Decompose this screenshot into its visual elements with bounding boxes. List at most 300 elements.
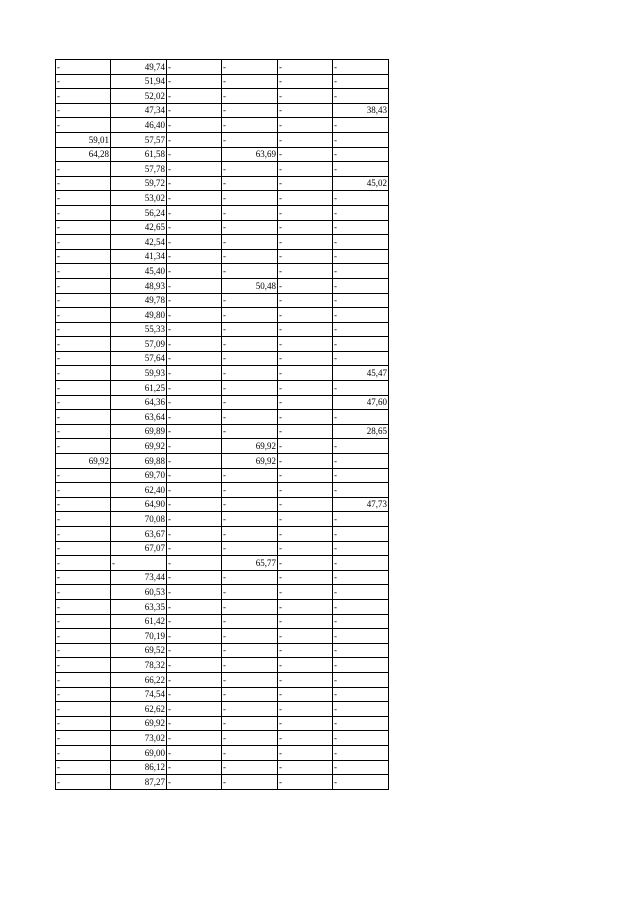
table-cell: -	[278, 454, 333, 469]
table-cell: -	[56, 293, 111, 308]
table-cell: -	[333, 381, 389, 396]
table-row	[56, 614, 389, 629]
table-cell: 45,40	[111, 264, 167, 279]
table-cell: -	[278, 410, 333, 425]
table-row	[56, 424, 389, 439]
table-cell: -	[222, 176, 278, 191]
table-cell: -	[278, 497, 333, 512]
table-cell: 67,07	[111, 541, 167, 556]
table-cell: -	[333, 716, 389, 731]
table-row	[56, 585, 389, 600]
table-cell: 38,43	[333, 103, 389, 118]
table-cell: -	[222, 658, 278, 673]
table-cell: 69,92	[111, 716, 167, 731]
table-cell: -	[222, 395, 278, 410]
table-cell: -	[278, 278, 333, 293]
table-cell: -	[278, 512, 333, 527]
table-cell: -	[56, 614, 111, 629]
table-row	[56, 147, 389, 162]
table-cell: -	[222, 118, 278, 133]
table-cell: 66,22	[111, 672, 167, 687]
table-row	[56, 454, 389, 469]
table-cell: 49,78	[111, 293, 167, 308]
table-cell: -	[222, 760, 278, 775]
table-cell: -	[278, 118, 333, 133]
table-cell: -	[56, 366, 111, 381]
table-cell: -	[222, 220, 278, 235]
table-cell: -	[167, 176, 222, 191]
table-cell: -	[333, 337, 389, 352]
table-row	[56, 278, 389, 293]
table-cell: 63,67	[111, 527, 167, 542]
table-row	[56, 775, 389, 790]
table-cell: -	[56, 570, 111, 585]
table-cell: -	[278, 235, 333, 250]
table-cell: 64,28	[56, 147, 111, 162]
table-cell: -	[167, 337, 222, 352]
table-cell: 61,25	[111, 381, 167, 396]
table-row	[56, 483, 389, 498]
table-row	[56, 512, 389, 527]
table-cell: 47,60	[333, 395, 389, 410]
table-cell: -	[278, 643, 333, 658]
table-cell: -	[167, 454, 222, 469]
table-cell: -	[222, 672, 278, 687]
table-cell: 48,93	[111, 278, 167, 293]
table-cell: 53,02	[111, 191, 167, 206]
table-cell: -	[333, 483, 389, 498]
table-cell: -	[278, 322, 333, 337]
table-cell: -	[333, 132, 389, 147]
table-row	[56, 235, 389, 250]
table-cell: 73,02	[111, 731, 167, 746]
table-cell: -	[278, 103, 333, 118]
table-cell: 64,36	[111, 395, 167, 410]
table-cell: 69,52	[111, 643, 167, 658]
table-cell: -	[167, 264, 222, 279]
table-cell: -	[56, 483, 111, 498]
table-cell: -	[333, 527, 389, 542]
table-cell: -	[56, 745, 111, 760]
table-cell: -	[222, 629, 278, 644]
table-cell: -	[167, 205, 222, 220]
table-row	[56, 351, 389, 366]
table-cell: -	[56, 497, 111, 512]
table-cell: -	[222, 366, 278, 381]
table-cell: 73,44	[111, 570, 167, 585]
table-cell: 45,02	[333, 176, 389, 191]
table-row	[56, 308, 389, 323]
table-cell: -	[56, 410, 111, 425]
table-cell: -	[222, 643, 278, 658]
table-cell: -	[278, 468, 333, 483]
table-cell: -	[56, 249, 111, 264]
table-row	[56, 132, 389, 147]
table-cell: -	[56, 351, 111, 366]
table-cell: -	[167, 731, 222, 746]
table-cell: 57,57	[111, 132, 167, 147]
table-cell: -	[222, 687, 278, 702]
table-cell: -	[167, 775, 222, 790]
table-cell: -	[278, 293, 333, 308]
table-cell: 45,47	[333, 366, 389, 381]
table-row	[56, 381, 389, 396]
table-row	[56, 658, 389, 673]
table-cell: -	[278, 249, 333, 264]
table-cell: -	[278, 132, 333, 147]
table-cell: 42,65	[111, 220, 167, 235]
table-cell: -	[167, 103, 222, 118]
table-cell: -	[167, 410, 222, 425]
table-cell: -	[56, 103, 111, 118]
table-cell: -	[167, 497, 222, 512]
table-cell: -	[56, 205, 111, 220]
table-cell: -	[167, 308, 222, 323]
table-cell: -	[56, 308, 111, 323]
table-cell: -	[56, 556, 111, 571]
table-cell: 41,34	[111, 249, 167, 264]
table-row	[56, 60, 389, 75]
table-cell: -	[333, 308, 389, 323]
table-cell: -	[222, 322, 278, 337]
table-cell: 78,32	[111, 658, 167, 673]
table-cell: -	[278, 205, 333, 220]
table-cell: -	[333, 220, 389, 235]
table-row	[56, 439, 389, 454]
table-row	[56, 205, 389, 220]
table-cell: -	[333, 585, 389, 600]
table-cell: -	[56, 322, 111, 337]
table-cell: 59,93	[111, 366, 167, 381]
table-cell: 70,19	[111, 629, 167, 644]
table-cell: -	[278, 687, 333, 702]
table-cell: -	[278, 424, 333, 439]
table-cell: -	[167, 74, 222, 89]
table-cell: -	[333, 60, 389, 75]
table-cell: -	[167, 424, 222, 439]
table-cell: -	[56, 643, 111, 658]
table-cell: -	[222, 716, 278, 731]
table-row	[56, 672, 389, 687]
table-cell: -	[222, 614, 278, 629]
table-cell: 61,42	[111, 614, 167, 629]
table-cell: -	[278, 220, 333, 235]
table-cell: -	[333, 205, 389, 220]
table-cell: 62,40	[111, 483, 167, 498]
table-cell: 59,72	[111, 176, 167, 191]
table-cell: -	[333, 235, 389, 250]
table-cell: -	[278, 366, 333, 381]
table-cell: -	[278, 381, 333, 396]
table-cell: -	[333, 775, 389, 790]
table-cell: -	[333, 118, 389, 133]
table-cell: -	[56, 731, 111, 746]
table-cell: -	[167, 191, 222, 206]
table-cell: -	[222, 351, 278, 366]
table-cell: -	[167, 439, 222, 454]
table-row	[56, 293, 389, 308]
table-cell: -	[56, 716, 111, 731]
table-cell: -	[222, 541, 278, 556]
table-cell: -	[167, 132, 222, 147]
table-cell: -	[167, 118, 222, 133]
table-cell: 70,08	[111, 512, 167, 527]
table-cell: -	[278, 731, 333, 746]
table-cell: -	[333, 745, 389, 760]
table-cell: -	[167, 672, 222, 687]
table-cell: 69,92	[222, 439, 278, 454]
table-cell: -	[278, 599, 333, 614]
table-cell: -	[56, 220, 111, 235]
table-cell: -	[278, 191, 333, 206]
table-cell: -	[167, 278, 222, 293]
table-cell: -	[333, 658, 389, 673]
table-cell: -	[167, 527, 222, 542]
table-cell: -	[278, 760, 333, 775]
table-row	[56, 322, 389, 337]
table-row	[56, 410, 389, 425]
table-cell: -	[167, 585, 222, 600]
table-row	[56, 162, 389, 177]
table-cell: -	[222, 702, 278, 717]
table-cell: -	[222, 570, 278, 585]
table-cell: -	[278, 162, 333, 177]
table-cell: -	[56, 585, 111, 600]
table-cell: -	[222, 60, 278, 75]
table-cell: -	[278, 395, 333, 410]
table-cell: 63,64	[111, 410, 167, 425]
table-cell: -	[56, 658, 111, 673]
table-cell: -	[222, 381, 278, 396]
table-row	[56, 74, 389, 89]
table-cell: -	[278, 308, 333, 323]
table-cell: -	[278, 745, 333, 760]
table-cell: 47,34	[111, 103, 167, 118]
table-cell: -	[222, 132, 278, 147]
table-cell: -	[56, 176, 111, 191]
table-cell: -	[167, 293, 222, 308]
table-cell: -	[222, 205, 278, 220]
table-cell: -	[222, 191, 278, 206]
table-row	[56, 395, 389, 410]
table-row	[56, 760, 389, 775]
table-cell: -	[167, 322, 222, 337]
table-row	[56, 118, 389, 133]
table-cell: -	[167, 512, 222, 527]
table-cell: -	[222, 235, 278, 250]
table-row	[56, 89, 389, 104]
table-cell: 69,70	[111, 468, 167, 483]
table-cell: -	[333, 264, 389, 279]
table-cell: -	[56, 264, 111, 279]
table-cell: -	[56, 629, 111, 644]
table-cell: -	[333, 89, 389, 104]
table-cell: -	[167, 614, 222, 629]
table-cell: -	[222, 293, 278, 308]
table-cell: 61,58	[111, 147, 167, 162]
table-cell: 87,27	[111, 775, 167, 790]
table-cell: -	[167, 483, 222, 498]
table-cell: 60,53	[111, 585, 167, 600]
table-cell: -	[333, 687, 389, 702]
table-cell: -	[167, 658, 222, 673]
table-cell: -	[56, 702, 111, 717]
table-cell: -	[56, 60, 111, 75]
table-cell: -	[278, 629, 333, 644]
table-cell: -	[222, 745, 278, 760]
table-cell: -	[56, 687, 111, 702]
table-cell: 56,24	[111, 205, 167, 220]
table-cell: 52,02	[111, 89, 167, 104]
table-cell: 28,65	[333, 424, 389, 439]
table-row	[56, 556, 389, 571]
table-cell: -	[222, 585, 278, 600]
table-cell: -	[56, 278, 111, 293]
table-cell: -	[278, 483, 333, 498]
table-cell: -	[56, 512, 111, 527]
table-cell: -	[333, 541, 389, 556]
table-row	[56, 191, 389, 206]
table-cell: 69,89	[111, 424, 167, 439]
table-cell: -	[278, 716, 333, 731]
table-row	[56, 527, 389, 542]
table-cell: -	[56, 395, 111, 410]
table-cell: -	[167, 381, 222, 396]
table-cell: -	[222, 89, 278, 104]
table-cell: 64,90	[111, 497, 167, 512]
table-cell: -	[167, 716, 222, 731]
table-cell: -	[167, 643, 222, 658]
table-cell: -	[333, 468, 389, 483]
table-row	[56, 468, 389, 483]
table-row	[56, 643, 389, 658]
table-cell: 69,92	[56, 454, 111, 469]
table-body	[56, 60, 389, 790]
table-cell: -	[278, 60, 333, 75]
table-cell: -	[222, 410, 278, 425]
table-cell: -	[333, 162, 389, 177]
table-row	[56, 702, 389, 717]
table-cell: -	[333, 702, 389, 717]
table-cell: -	[333, 191, 389, 206]
table-cell: -	[167, 147, 222, 162]
table-cell: -	[333, 439, 389, 454]
table-cell: -	[278, 541, 333, 556]
table-row	[56, 599, 389, 614]
table-cell: 49,74	[111, 60, 167, 75]
table-row	[56, 745, 389, 760]
table-cell: -	[56, 74, 111, 89]
table-cell: -	[56, 191, 111, 206]
table-cell: -	[278, 89, 333, 104]
table-cell: 47,73	[333, 497, 389, 512]
table-cell: 69,00	[111, 745, 167, 760]
table-cell: -	[222, 162, 278, 177]
data-table	[55, 59, 389, 790]
table-cell: -	[278, 702, 333, 717]
table-cell: -	[222, 74, 278, 89]
table-cell: -	[333, 512, 389, 527]
table-cell: 63,69	[222, 147, 278, 162]
table-cell: -	[278, 658, 333, 673]
table-cell: -	[222, 424, 278, 439]
table-cell: -	[167, 235, 222, 250]
table-row	[56, 497, 389, 512]
table-cell: -	[278, 264, 333, 279]
table-cell: 65,77	[222, 556, 278, 571]
table-cell: -	[167, 570, 222, 585]
table-cell: -	[167, 89, 222, 104]
table-cell: -	[278, 351, 333, 366]
table-row	[56, 629, 389, 644]
table-cell: -	[167, 599, 222, 614]
table-cell: 69,92	[222, 454, 278, 469]
table-cell: 46,40	[111, 118, 167, 133]
table-cell: -	[333, 74, 389, 89]
table-cell: -	[222, 512, 278, 527]
table-cell: -	[222, 497, 278, 512]
table-cell: -	[278, 614, 333, 629]
table-cell: -	[167, 395, 222, 410]
table-cell: -	[56, 235, 111, 250]
table-cell: -	[333, 351, 389, 366]
table-cell: -	[167, 249, 222, 264]
table-cell: -	[333, 556, 389, 571]
table-row	[56, 264, 389, 279]
table-cell: -	[56, 527, 111, 542]
table-cell: -	[167, 60, 222, 75]
table-cell: -	[56, 541, 111, 556]
table-row	[56, 716, 389, 731]
table-cell: 42,54	[111, 235, 167, 250]
table-cell: -	[333, 278, 389, 293]
table-row	[56, 687, 389, 702]
table-cell: 50,48	[222, 278, 278, 293]
table-cell: -	[278, 527, 333, 542]
table-row	[56, 337, 389, 352]
table-cell: -	[56, 89, 111, 104]
table-cell: -	[222, 249, 278, 264]
table-cell: 57,09	[111, 337, 167, 352]
table-cell: -	[278, 556, 333, 571]
table-row	[56, 570, 389, 585]
table-cell: -	[333, 629, 389, 644]
table-cell: -	[278, 775, 333, 790]
table-cell: -	[278, 147, 333, 162]
table-cell: -	[56, 775, 111, 790]
table-cell: -	[167, 220, 222, 235]
table-cell: -	[278, 176, 333, 191]
table-cell: -	[167, 629, 222, 644]
table-cell: -	[222, 264, 278, 279]
table-cell: -	[278, 337, 333, 352]
table-cell: -	[167, 760, 222, 775]
table-cell: -	[56, 424, 111, 439]
table-cell: 74,54	[111, 687, 167, 702]
table-cell: 69,88	[111, 454, 167, 469]
table-cell: -	[333, 731, 389, 746]
table-cell: -	[222, 337, 278, 352]
table-cell: -	[56, 381, 111, 396]
table-cell: 49,80	[111, 308, 167, 323]
table-cell: -	[222, 599, 278, 614]
table-cell: -	[278, 585, 333, 600]
table-cell: -	[333, 147, 389, 162]
table-row	[56, 366, 389, 381]
table-cell: -	[56, 599, 111, 614]
table-cell: -	[167, 162, 222, 177]
table-cell: -	[56, 439, 111, 454]
